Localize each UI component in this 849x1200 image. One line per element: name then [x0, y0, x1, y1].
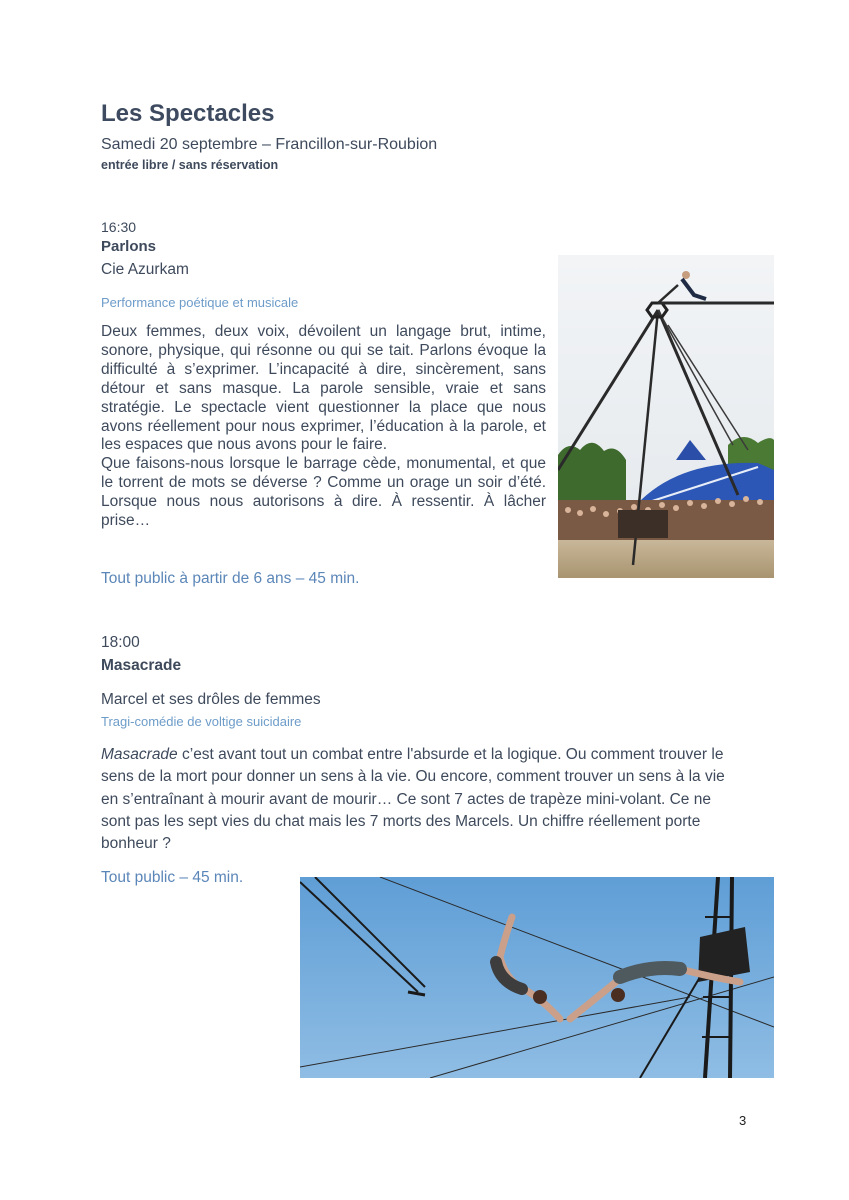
parlons-photo: [558, 255, 774, 578]
show-time: 18:00: [101, 634, 140, 651]
show-description: [101, 744, 741, 855]
description-text: c’est avant tout un combat entre l'absurde et la logique. Ou comment trouver le sens de la mort pour donner un sens à la vie. Ou encore, comment trouver un sens à la vie en s’entraînant à mourir avant de mourir… Ce sont 7 actes de trapèze mini-volant. Ce ne sont pas les sept vies du chat mais les 7 morts des Marcels. Un chiffre réellement porte bonheur ?: [101, 746, 725, 853]
show-audience: Tout public – 45 min.: [101, 869, 244, 886]
show-time: 16:30: [101, 219, 137, 235]
page-number: 3: [739, 1113, 747, 1128]
show-audience: Tout public à partir de 6 ans – 45 min.: [101, 570, 360, 587]
description-paragraph: Deux femmes, deux voix, dévoilent un langage brut, intime, sonore, physique, qui résonne ou qui se tait. Parlons évoque la difficulté à s’exprimer. L’incapacité à dire, sincèrement, sans détour et sans masque. La parole sensible, vraie et sans stratégie. Le spectacle vient questionner la place que nous avons réellement pour nous exprimer, l’éducation à la parole, et les espaces que nous avons pour le faire.: [101, 323, 546, 454]
event-date-location: Samedi 20 septembre – Francillon-sur-Roubion: [101, 136, 438, 153]
entry-info: entrée libre / sans réservation: [101, 158, 279, 172]
show-company: Marcel et ses drôles de femmes: [101, 691, 321, 708]
show-description: [101, 323, 546, 531]
show-genre: Performance poétique et musicale: [101, 295, 299, 310]
page-title: Les Spectacles: [101, 100, 275, 127]
description-paragraph: Que faisons-nous lorsque le barrage cède, monumental, et que le torrent de mots se déverse ? Comme un orage un soir d’été. Lorsque nous nous autorisons à dire. À ressentir. À lâcher prise…: [101, 455, 546, 530]
aerial-performance-image: [558, 255, 774, 578]
show-company: Cie Azurkam: [101, 261, 189, 278]
masacrade-photo: [300, 877, 774, 1078]
show-title-inline: Masacrade: [101, 746, 178, 763]
show-genre: Tragi-comédie de voltige suicidaire: [101, 714, 302, 729]
trapeze-performance-image: [300, 877, 774, 1078]
show-title: Parlons: [101, 238, 157, 255]
show-title: Masacrade: [101, 657, 182, 674]
